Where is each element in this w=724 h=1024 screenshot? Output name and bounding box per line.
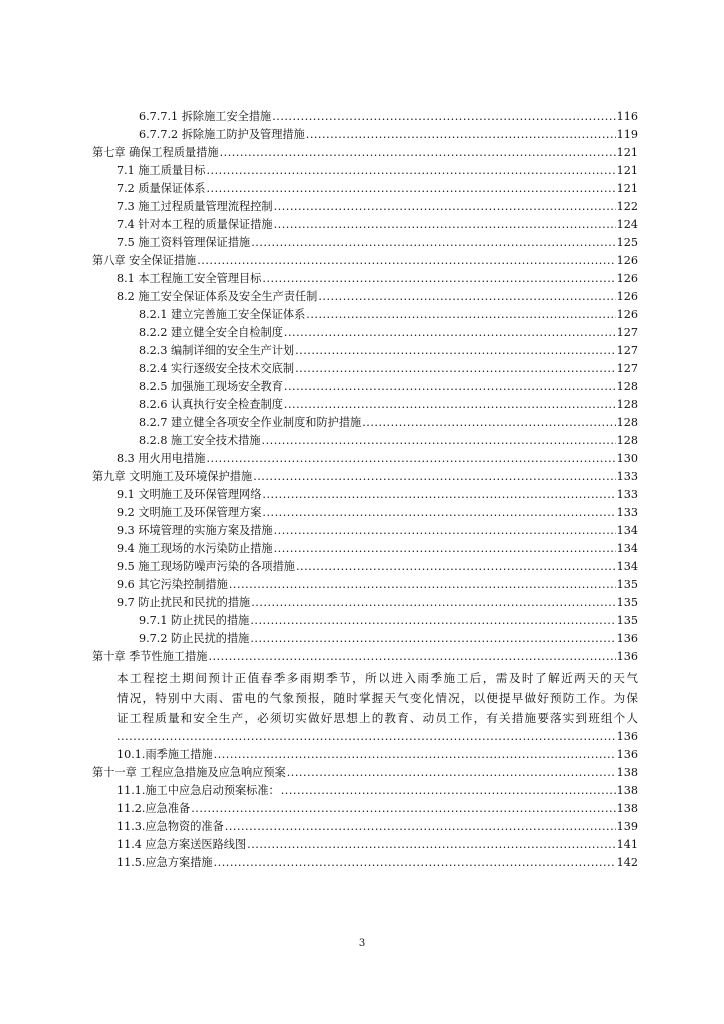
toc-page-number: 127 [616,362,638,375]
toc-dot-leader [262,486,615,504]
toc-page-number: 121 [616,182,638,195]
toc-dot-leader [253,468,615,486]
toc-page-number: 138 [616,784,638,797]
toc-page-number: 136 [616,632,638,645]
toc-page-number: 134 [616,542,638,555]
toc-page-number: 133 [616,506,638,519]
toc-dot-leader [284,396,616,414]
toc-entry-title: 7.4 针对本工程的质量保证措施 [117,218,273,231]
toc-page-number: 130 [616,452,638,465]
toc-page-number: 136 [616,730,638,743]
toc-subsection-entry[interactable] [90,342,638,360]
toc-page-number: 134 [616,524,638,537]
toc-subsection-entry[interactable] [90,108,638,126]
toc-dot-leader [262,504,615,522]
toc-entry-title: 7.1 施工质量目标 [117,164,206,177]
toc-section-entry[interactable] [90,594,638,612]
toc-dot-leader [295,360,616,378]
toc-entry-title: 8.2.2 建立健全安全自检制度 [139,326,283,339]
toc-page-number: 126 [616,272,638,285]
toc-dot-leader [318,288,615,306]
toc-dot-leader [284,324,616,342]
toc-chapter-entry[interactable] [90,468,638,486]
toc-section-entry[interactable] [90,540,638,558]
toc-subsection-entry[interactable] [90,360,638,378]
toc-dot-leader [197,252,615,270]
toc-entry-title: 8.2.1 建立完善施工安全保证体系 [139,308,306,321]
page-number: 3 [358,938,366,949]
toc-section-entry[interactable] [90,216,638,234]
toc-dot-leader [206,180,615,198]
toc-section-entry[interactable] [90,162,638,180]
toc-section-entry[interactable] [90,504,638,522]
toc-page-number: 134 [616,560,638,573]
toc-subsection-entry[interactable] [90,306,638,324]
toc-page-number: 126 [616,254,638,267]
toc-entry-title: 9.6 其它污染控制措施 [117,578,228,591]
toc-dot-leader [206,450,615,468]
toc-subsection-entry[interactable] [90,414,638,432]
toc-dot-leader [251,594,615,612]
toc-section-entry[interactable] [90,180,638,198]
toc-page-number: 136 [616,650,638,663]
toc-entry-title: 7.3 施工过程质量管理流程控制 [117,200,273,213]
toc-entry-title: 第十一章 工程应急措施及应急响应预案 [92,766,286,779]
toc-page-number: 127 [616,326,638,339]
toc-dot-leader [214,746,616,764]
toc-entry-title: 9.7.2 防止民扰的措施 [139,632,250,645]
toc-dot-leader [281,782,616,800]
toc-entry-title: 11.4 应急方案送医路线图 [117,838,247,851]
toc-subsection-entry[interactable] [90,612,638,630]
toc-entry-title: 第九章 文明施工及环境保护措施 [92,470,253,483]
toc-page-number: 126 [616,290,638,303]
toc-dot-leader [250,630,615,648]
toc-entry-title: 9.4 施工现场的水污染防止措施 [117,542,273,555]
toc-section-after [90,746,638,872]
toc-entry-title: 第十章 季节性施工措施 [92,650,208,663]
toc-section-entry[interactable] [90,486,638,504]
toc-section-entry[interactable] [90,288,638,306]
toc-entry-title: 9.7 防止扰民和民扰的措施 [117,596,251,609]
toc-entry-title: 11.1.施工中应急启动预案标准： [117,784,280,797]
toc-dot-leader [191,800,615,818]
toc-section-entry[interactable] [90,558,638,576]
toc-page-number: 139 [616,820,638,833]
toc-page-number: 128 [616,380,638,393]
toc-dot-leader [306,126,616,144]
toc-entry-title: 8.2.7 建立健全各项安全作业制度和防护措施 [139,416,362,429]
toc-dot-leader [362,414,615,432]
toc-dot-leader [274,216,616,234]
toc-chapter-entry[interactable] [90,252,638,270]
toc-page-number: 126 [616,308,638,321]
toc-chapter-entry[interactable] [90,764,638,782]
toc-entry-title: 8.2.8 施工安全技术措施 [139,434,261,447]
toc-entry-title: 9.5 施工现场防噪声污染的各项措施 [117,560,295,573]
toc-page-number: 142 [616,856,638,869]
toc-dot-leader [274,522,616,540]
toc-entry-title: 9.2 文明施工及环保管理方案 [117,506,262,519]
toc-dot-leader [117,728,616,746]
toc-entry-title: 8.1 本工程施工安全管理目标 [117,272,262,285]
toc-dot-leader [274,198,616,216]
toc-dot-leader [250,612,615,630]
toc-entry-title: 10.1.雨季施工措施 [117,748,213,761]
toc-subsection-entry[interactable] [90,378,638,396]
toc-dot-leader [306,306,615,324]
toc-paragraph-line: 情况，特别中大雨、雷电的气象预报，随时掌握天气变化情况，以便提早做好预防工作。为保 [117,691,638,705]
toc-paragraph-leader-row[interactable] [90,728,638,746]
toc-entry-title: 8.2.4 实行逐级安全技术交底制 [139,362,295,375]
toc-page-number: 135 [616,578,638,591]
toc-section-entry[interactable] [90,198,638,216]
toc-paragraph-line: 本工程挖土期间预计正值春季多雨期季节，所以进入雨季施工后，需及时了解近两天的天气 [117,671,638,685]
toc-subsection-entry[interactable] [90,126,638,144]
toc-section-entry[interactable] [90,800,638,818]
toc-dot-leader [251,234,615,252]
toc-section-entry[interactable] [90,836,638,854]
toc-section-entry[interactable] [90,782,638,800]
toc-page-number: 128 [616,434,638,447]
toc-entry-title: 6.7.7.1 拆除施工安全措施 [139,110,272,123]
toc-section-entry[interactable] [90,854,638,872]
toc-dot-leader [274,540,616,558]
toc-dot-leader [262,432,616,450]
toc-page-number: 138 [616,802,638,815]
toc-page-number: 124 [616,218,638,231]
toc-page-number: 135 [616,614,638,627]
toc-entry-title: 6.7.7.2 拆除施工防护及管理措施 [139,128,305,141]
toc-paragraph-line: 证工程质量和安全生产，必须切实做好思想上的教育、动员工作，有关措施要落实到班组个人 [117,711,638,725]
toc-entry-title: 8.2.5 加强施工现场安全教育 [139,380,283,393]
toc-subsection-entry[interactable] [90,324,638,342]
toc-section-entry[interactable] [90,818,638,836]
toc-dot-leader [225,818,616,836]
toc-dot-leader [214,854,616,872]
toc-dot-leader [247,836,615,854]
toc-entry-title: 11.5.应急方案措施 [117,856,213,869]
toc-dot-leader [220,144,616,162]
toc-page-number: 121 [616,164,638,177]
toc-entry-title: 7.5 施工资料管理保证措施 [117,236,251,249]
toc-entry-title: 9.7.1 防止扰民的措施 [139,614,250,627]
toc-entry-title: 第八章 安全保证措施 [92,254,197,267]
toc-dot-leader [284,378,616,396]
table-of-contents [90,108,638,872]
toc-dot-leader [295,342,616,360]
toc-section-entry[interactable] [90,234,638,252]
toc-section-before [90,108,638,666]
toc-page-number: 136 [616,748,638,761]
toc-page-number: 121 [616,146,638,159]
toc-entry-title: 9.1 文明施工及环保管理网络 [117,488,262,501]
toc-page-number: 138 [616,766,638,779]
toc-subsection-entry[interactable] [90,432,638,450]
toc-subsection-entry[interactable] [90,396,638,414]
toc-entry-title: 8.2.6 认真执行安全检查制度 [139,398,283,411]
toc-page-number: 133 [616,488,638,501]
toc-dot-leader [287,764,616,782]
toc-section-entry[interactable] [90,450,638,468]
toc-dot-leader [262,270,615,288]
toc-entry-title: 9.3 环境管理的实施方案及措施 [117,524,273,537]
toc-dot-leader [296,558,616,576]
toc-entry-title: 8.2.3 编制详细的安全生产计划 [139,344,295,357]
toc-dot-leader [272,108,615,126]
toc-page-number: 119 [616,128,638,141]
toc-section-entry[interactable] [90,270,638,288]
toc-page-number: 135 [616,596,638,609]
toc-entry-title: 11.2.应急准备 [117,802,191,815]
toc-entry-title: 第七章 确保工程质量措施 [92,146,219,159]
toc-paragraph [90,668,638,728]
toc-page-number: 141 [616,838,638,851]
toc-section-entry[interactable] [90,522,638,540]
toc-entry-title: 7.2 质量保证体系 [117,182,206,195]
toc-page-number: 122 [616,200,638,213]
toc-dot-leader [206,162,615,180]
toc-entry-title: 8.2 施工安全保证体系及安全生产责任制 [117,290,318,303]
toc-dot-leader [229,576,616,594]
toc-section-entry[interactable] [90,576,638,594]
toc-dot-leader [208,648,615,666]
toc-entry-title: 8.3 用火用电措施 [117,452,206,465]
toc-page-number: 125 [616,236,638,249]
toc-entry-title: 11.3.应急物资的准备 [117,820,224,833]
toc-section-entry[interactable] [90,746,638,764]
toc-chapter-entry[interactable] [90,648,638,666]
toc-subsection-entry[interactable] [90,630,638,648]
toc-page-number: 133 [616,470,638,483]
toc-page-number: 127 [616,344,638,357]
toc-page-number: 128 [616,398,638,411]
toc-page-number: 128 [616,416,638,429]
toc-chapter-entry[interactable] [90,144,638,162]
toc-page-number: 116 [616,110,638,123]
